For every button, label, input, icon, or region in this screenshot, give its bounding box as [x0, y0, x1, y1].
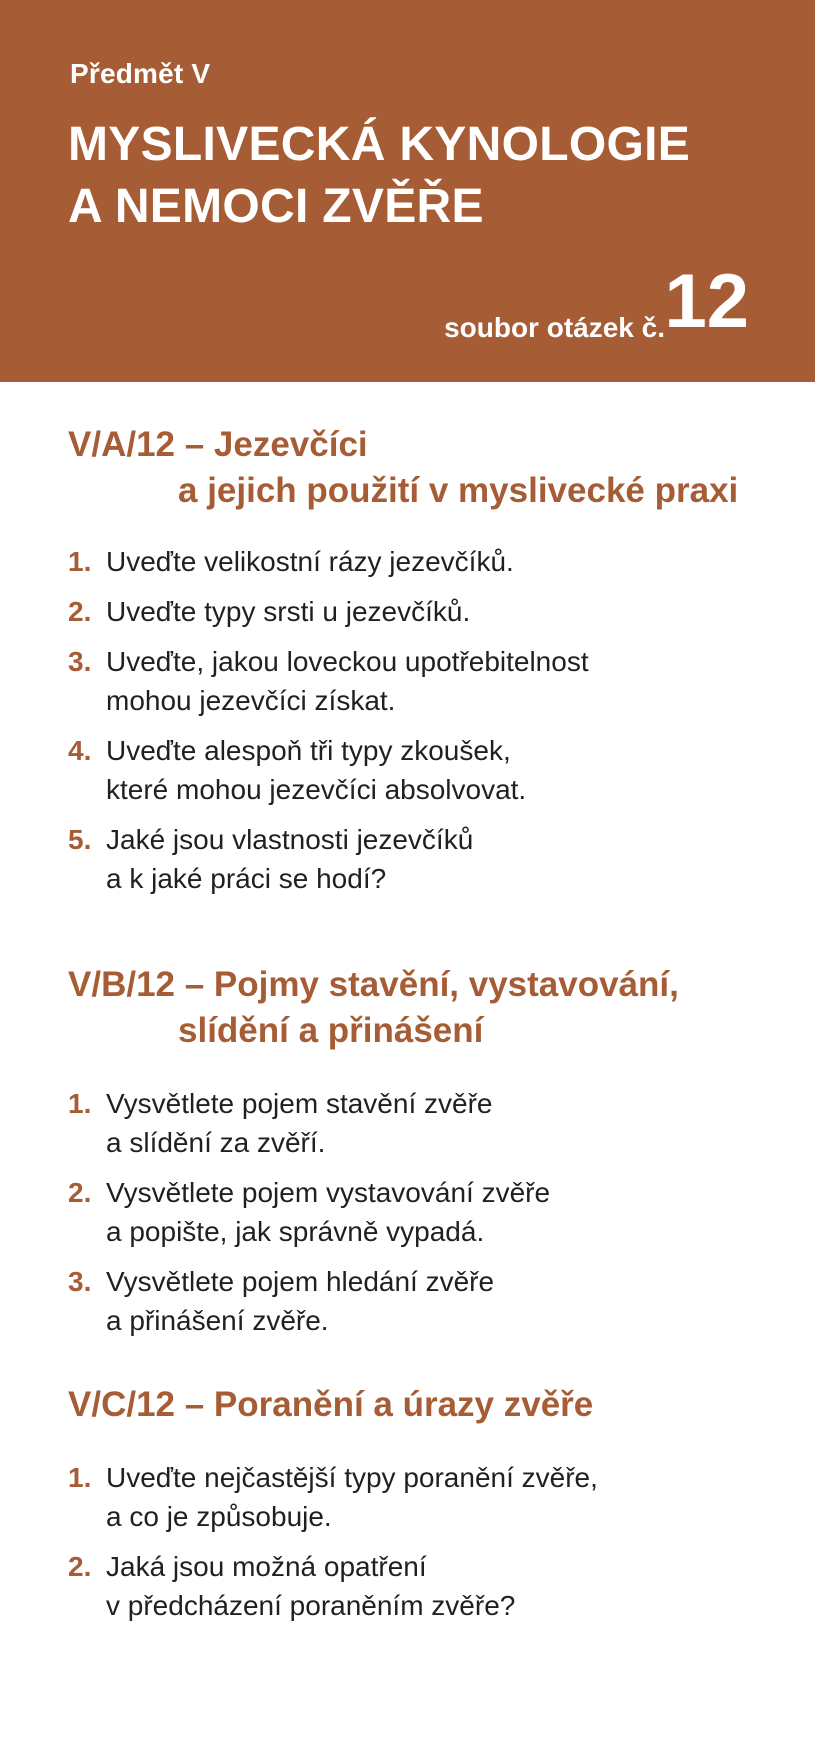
section-heading [0, 422, 815, 514]
set-label: soubor otázek č. [444, 312, 665, 343]
question-item [68, 1084, 788, 1162]
page-title [68, 114, 788, 238]
question-text: Jaké jsou vlastnosti jezevčíků [106, 824, 474, 855]
question-number: 2. [68, 1177, 92, 1208]
section-heading [0, 1382, 815, 1428]
section-a [0, 422, 815, 909]
question-item [68, 1173, 788, 1251]
section-heading-line-1: V/C/12 – Poranění a úrazy zvěře [68, 1385, 594, 1424]
section-b [0, 962, 815, 1351]
subject-label: Předmět V [70, 58, 211, 89]
question-number: 3. [68, 646, 92, 677]
question-text: Uveďte, jakou loveckou upotřebitelnost [106, 646, 589, 677]
section-heading-line-1: V/B/12 – Pojmy stavění, vystavování, [68, 965, 679, 1004]
content-area [0, 382, 815, 1752]
question-text: Vysvětlete pojem hledání zvěře [106, 1266, 495, 1297]
question-number: 1. [68, 1462, 92, 1493]
section-heading [0, 962, 815, 1054]
section-c [0, 1382, 815, 1636]
question-text: Uveďte typy srsti u jezevčíků. [106, 596, 471, 627]
question-number: 2. [68, 1551, 92, 1582]
question-text: Jaká jsou možná opatření [106, 1551, 427, 1582]
question-item [68, 1547, 788, 1625]
question-item [68, 731, 788, 809]
question-item [68, 1458, 788, 1536]
header-band [0, 0, 815, 382]
question-text: Vysvětlete pojem stavění zvěře [106, 1088, 493, 1119]
section-heading-line-2: a jejich použití v myslivecké praxi [178, 471, 739, 510]
question-text: Vysvětlete pojem vystavování zvěře [106, 1177, 551, 1208]
question-number: 3. [68, 1266, 92, 1297]
question-text-continued: a slídění za zvěří. [106, 1127, 326, 1158]
question-list [0, 542, 815, 898]
question-item [68, 820, 788, 898]
question-list [0, 1084, 815, 1340]
question-list [0, 1458, 815, 1625]
question-item [68, 1262, 788, 1340]
question-text-continued: v předcházení poraněním zvěře? [106, 1590, 516, 1621]
question-number: 2. [68, 596, 92, 627]
question-text-continued: a co je způsobuje. [106, 1501, 332, 1532]
question-item [68, 592, 788, 631]
question-text-continued: které mohou jezevčíci absolvovat. [106, 774, 527, 805]
question-text-continued: a k jaké práci se hodí? [106, 863, 387, 894]
question-text: Uveďte nejčastější typy poranění zvěře, [106, 1462, 598, 1493]
question-item [68, 642, 788, 720]
question-text: Uveďte velikostní rázy jezevčíků. [106, 546, 514, 577]
question-number: 4. [68, 735, 92, 766]
section-heading-line-2: slídění a přinášení [178, 1011, 484, 1050]
question-item [68, 542, 788, 581]
question-text: Uveďte alespoň tři typy zkoušek, [106, 735, 511, 766]
question-number: 5. [68, 824, 92, 855]
question-number: 1. [68, 1088, 92, 1119]
question-text-continued: a popište, jak správně vypadá. [106, 1216, 485, 1247]
title-line-2: A NEMOCI ZVĚŘE [68, 180, 484, 233]
question-number: 1. [68, 546, 92, 577]
question-text-continued: mohou jezevčíci získat. [106, 685, 396, 716]
title-line-1: MYSLIVECKÁ KYNOLOGIE [68, 118, 691, 171]
section-heading-line-1: V/A/12 – Jezevčíci [68, 425, 368, 464]
set-number: 12 [664, 259, 749, 344]
question-text-continued: a přinášení zvěře. [106, 1305, 329, 1336]
